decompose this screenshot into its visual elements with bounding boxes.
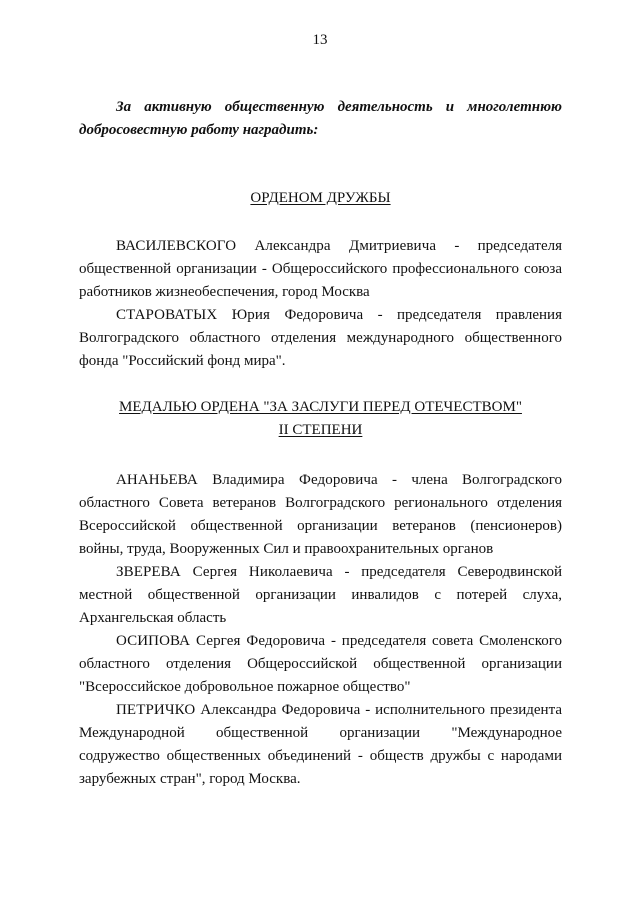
award-heading xyxy=(79,396,562,442)
awardee-name: ЗВЕРЕВА Сергея Николаевича xyxy=(116,564,333,580)
awardee-entry xyxy=(79,469,562,561)
awardee-entry xyxy=(79,235,562,304)
awardee-description: - председателя Северодвинской местной общественной организации инвалидов с потерей слуха, Архангельская область xyxy=(79,564,562,626)
award-intro: За активную общественную деятельность и многолетнюю добросовестную работу наградить: xyxy=(79,99,562,138)
awardee-description: - председателя общественной организации - Общероссийского профессионального союза работников жизнеобеспечения, город Москва xyxy=(79,238,562,300)
awardee-entry xyxy=(79,699,562,791)
awardee-entry xyxy=(79,304,562,373)
decree-text xyxy=(79,96,562,791)
page-number: 13 xyxy=(312,32,328,48)
section-medal-for-merit xyxy=(79,396,562,791)
awardee-description: - председателя правления Волгоградского областного отделения международного общественного фонда "Российский фонд мира". xyxy=(79,307,562,369)
awardee-name: ОСИПОВА Сергея Федоровича xyxy=(116,633,326,649)
awardee-name: АНАНЬЕВА Владимира Федоровича xyxy=(116,472,378,488)
awardee-name: ВАСИЛЕВСКОГО Александра Дмитриевича xyxy=(116,238,437,254)
section-order-of-friendship xyxy=(79,187,562,373)
awardee-description: - члена Волгоградского областного Совета ветеранов Волгоградского регионального отделения Всероссийской общественной организации ветеранов (пенсионеров) войны, труда, Вооруженных Сил и правоохранительных органов xyxy=(79,472,563,557)
awardee-description: - исполнительного президента Международной общественной организации "Международное содружество общественных объединений - обществ дружбы с народами зарубежных стран", город Москва. xyxy=(79,702,562,787)
awardee-entry xyxy=(79,561,562,630)
award-heading-line: II СТЕПЕНИ xyxy=(278,422,363,438)
awardee-entry xyxy=(79,630,562,699)
awardee-description: - председателя совета Смоленского областного отделения Общероссийской общественной организации "Всероссийское добровольное пожарное общество" xyxy=(79,633,562,695)
awardee-name: СТАРОВАТЫХ Юрия Федоровича xyxy=(116,307,364,323)
awardee-name: ПЕТРИЧКО Александра Федоровича xyxy=(116,702,361,718)
award-heading-line: МЕДАЛЬЮ ОРДЕНА "ЗА ЗАСЛУГИ ПЕРЕД ОТЕЧЕСТВОМ" xyxy=(119,399,522,415)
award-heading xyxy=(79,187,562,210)
award-heading-line: ОРДЕНОМ ДРУЖБЫ xyxy=(250,190,391,206)
